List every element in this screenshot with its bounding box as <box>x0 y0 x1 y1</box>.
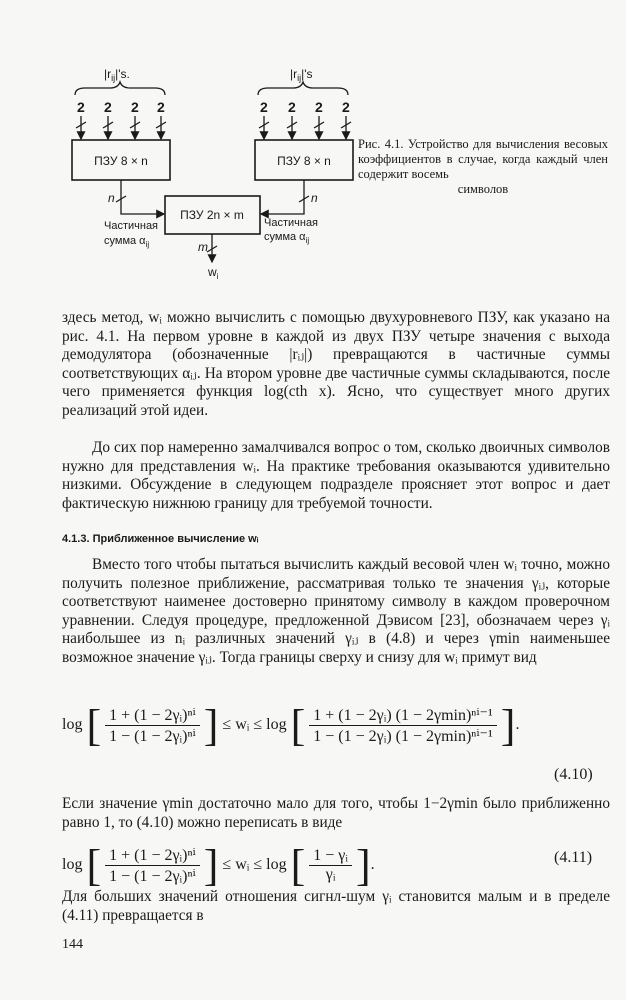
right-group-label: $|r_{ij}|'s$ <box>290 67 313 83</box>
partial-sum-right-2: сумма $\alpha_{ij}$ <box>264 231 310 245</box>
paragraph-5: Для больших значений отношения сигнл-шум γᵢ становится малым и в пределе (4.11) превращается в <box>62 888 610 924</box>
bus-n-left: n <box>108 191 115 205</box>
eq-period: . <box>370 856 375 874</box>
eq411-denominator-2: γᵢ <box>325 866 336 883</box>
bracket-close: ] <box>355 841 371 890</box>
caption-line-2: символов <box>457 182 509 196</box>
bit-label: 2 <box>131 99 139 115</box>
bracket-open: [ <box>86 701 102 750</box>
eq411-numerator-1: 1 + (1 − 2γᵢ)ⁿⁱ <box>105 845 200 866</box>
page-number: 144 <box>62 937 83 952</box>
figure-caption <box>358 137 608 197</box>
right-brace <box>258 82 348 95</box>
eq410-denominator-2: 1 − (1 − 2γᵢ) (1 − 2γmin)ⁿⁱ⁻¹ <box>313 728 493 745</box>
eq-period: . <box>515 716 520 734</box>
bus-m: m <box>198 240 208 254</box>
eq410-middle: ≤ wᵢ ≤ log <box>222 716 287 734</box>
eq411-log-1: log <box>62 856 83 874</box>
bus-n-right: n <box>311 191 318 205</box>
eq410-fraction-1 <box>105 705 200 746</box>
rom-left-label: ПЗУ 8 × n <box>94 154 148 168</box>
eq410-fraction-2 <box>309 705 497 746</box>
left-brace <box>75 82 165 95</box>
eq411-denominator-1: 1 − (1 − 2γᵢ)ⁿⁱ <box>109 868 196 885</box>
partial-sum-right: Частичная <box>264 217 319 229</box>
equation-4-11 <box>62 840 610 891</box>
equation-label-4-11: (4.11) <box>554 849 593 866</box>
eq410-log-1: log <box>62 716 83 734</box>
bit-label: 2 <box>157 99 165 115</box>
eq410-denominator-1: 1 − (1 − 2γᵢ)ⁿⁱ <box>109 728 196 745</box>
eq411-fraction-2 <box>309 847 352 884</box>
equation-label-4-10: (4.10) <box>554 766 593 783</box>
rom-center-label: ПЗУ 2n × m <box>180 208 244 222</box>
bit-label: 2 <box>315 99 323 115</box>
paragraph-1: здесь метод, wᵢ можно вычислить с помощью двухуровневого ПЗУ, как указано на рис. 4.1. На первом уровне в каждой из двух ПЗУ четыре значения с выхода демодулятора (обозначенные |rᵢⱼ|) превращаются в частичные суммы соответствующих αᵢⱼ. На втором уровне две частичные суммы складываются, после чего применяется функция log(cth x). Ясно, что существует много других реализаций этой идеи. <box>62 309 610 419</box>
bit-label: 2 <box>288 99 296 115</box>
bracket-close: ] <box>203 841 219 890</box>
caption-line-1: Рис. 4.1. Устройство для вычисления весовых коэффициентов в случае, когда каждый член содержит восемь <box>358 137 608 181</box>
output-label: $w_i$ <box>208 265 219 281</box>
paragraph-3: Вместо того чтобы пытаться вычислить каждый весовой член wᵢ точно, можно получить полезное приближение, рассматривая только те значения γᵢⱼ, которые соответствуют наименее достоверно принятому символу в каждом проверочном уравнении. Следуя процедуре, предложенной Дэвисом [23], обозначаем через γᵢ наибольшее из nᵢ различных значений γᵢⱼ в (4.8) и через γmin наименьшее возможное значение γᵢⱼ. Тогда границы сверху и снизу для wᵢ примут вид <box>62 556 610 666</box>
bit-label: 2 <box>77 99 85 115</box>
eq411-numerator-2: 1 − γᵢ <box>309 847 352 866</box>
eq411-middle: ≤ wᵢ ≤ log <box>222 856 287 874</box>
bit-label: 2 <box>342 99 350 115</box>
bracket-close: ] <box>500 701 516 750</box>
partial-sum-left-2: сумма $\alpha_{ij}$ <box>104 235 150 249</box>
left-group-label: $|r_{ij}|'s$. <box>104 67 130 83</box>
eq410-numerator-2: 1 + (1 − 2γᵢ) (1 − 2γmin)ⁿⁱ⁻¹ <box>309 705 497 726</box>
bracket-close: ] <box>203 701 219 750</box>
bracket-open: [ <box>86 841 102 890</box>
rom-right-label: ПЗУ 8 × n <box>277 154 331 168</box>
paragraph-4: Если значение γmin достаточно мало для того, чтобы 1−2γmin было приближенно равно 1, то (4.10) можно переписать в виде <box>62 795 610 831</box>
partial-sum-left: Частичная <box>104 220 159 232</box>
bracket-open: [ <box>290 841 306 890</box>
eq411-fraction-1 <box>105 845 200 886</box>
bit-label: 2 <box>104 99 112 115</box>
equation-4-10 <box>62 700 610 751</box>
section-title: 4.1.3. Приближенное вычисление wᵢ <box>62 533 259 545</box>
bit-label: 2 <box>260 99 268 115</box>
paragraph-2: До сих пор намеренно замалчивался вопрос о том, сколько двоичных символов нужно для представления wᵢ. На практике требования оказываются удивительно низкими. Обсуждение в следующем подразделе проясняет этот вопрос и дает фактическую нижнюю границу для требуемой точности. <box>62 439 610 512</box>
bracket-open: [ <box>290 701 306 750</box>
eq410-numerator-1: 1 + (1 − 2γᵢ)ⁿⁱ <box>105 705 200 726</box>
